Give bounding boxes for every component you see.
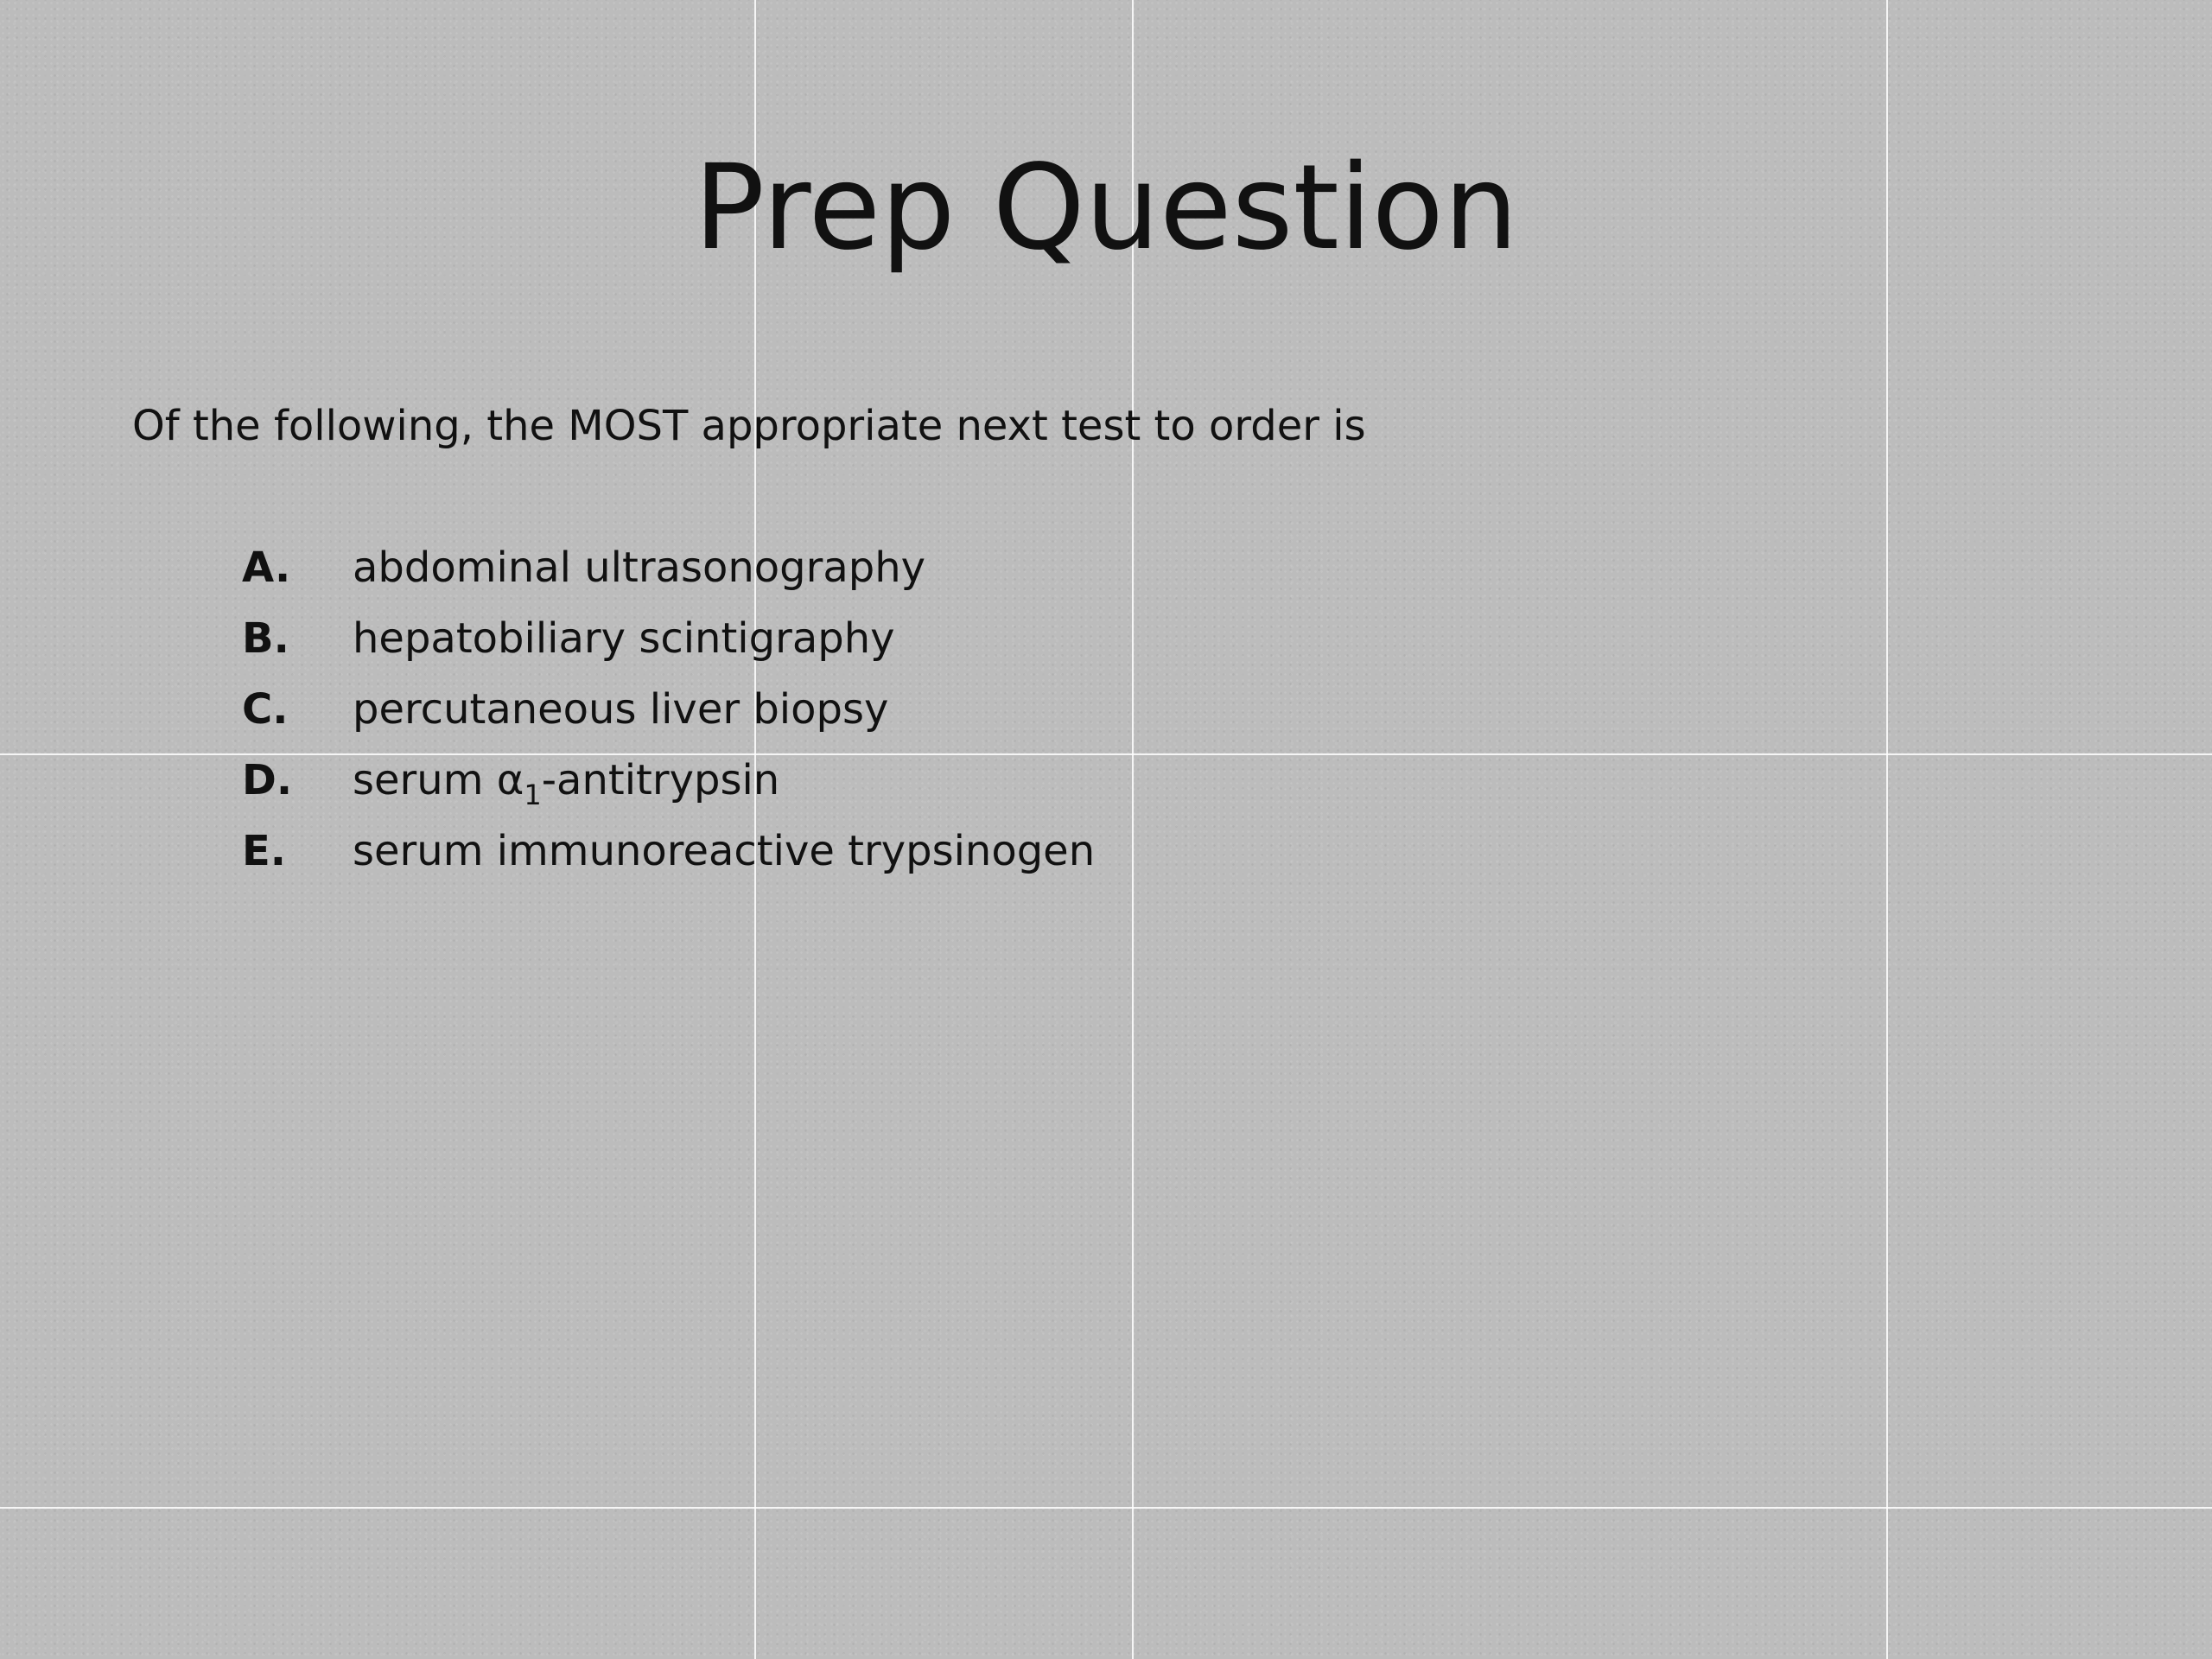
option-text: serum immunoreactive trypsinogen xyxy=(353,827,1096,875)
option-letter: D. xyxy=(242,756,293,804)
option-text: hepatobiliary scintigraphy xyxy=(353,614,895,663)
option-letter: B. xyxy=(242,614,289,663)
option-letter: E. xyxy=(242,827,287,875)
answer-option-d xyxy=(242,753,1095,824)
option-text-after: -antitrypsin xyxy=(541,756,780,804)
answer-option-b xyxy=(242,612,1095,683)
answer-option-e xyxy=(242,824,1095,895)
option-text-before: serum α xyxy=(353,756,524,804)
option-text: percutaneous liver biopsy xyxy=(353,685,889,734)
answer-option-c xyxy=(242,683,1095,753)
slide-title: Prep Question xyxy=(693,140,1519,276)
answer-options-list xyxy=(242,541,1095,895)
option-letter: A. xyxy=(242,543,291,592)
answer-option-a xyxy=(242,541,1095,612)
option-text xyxy=(353,753,780,811)
option-letter: C. xyxy=(242,685,289,734)
option-text: abdominal ultrasonography xyxy=(353,543,926,592)
option-subscript: 1 xyxy=(524,779,542,811)
grid-line-horizontal xyxy=(0,1507,2212,1509)
question-text: Of the following, the MOST appropriate next test to order is xyxy=(132,402,1366,450)
